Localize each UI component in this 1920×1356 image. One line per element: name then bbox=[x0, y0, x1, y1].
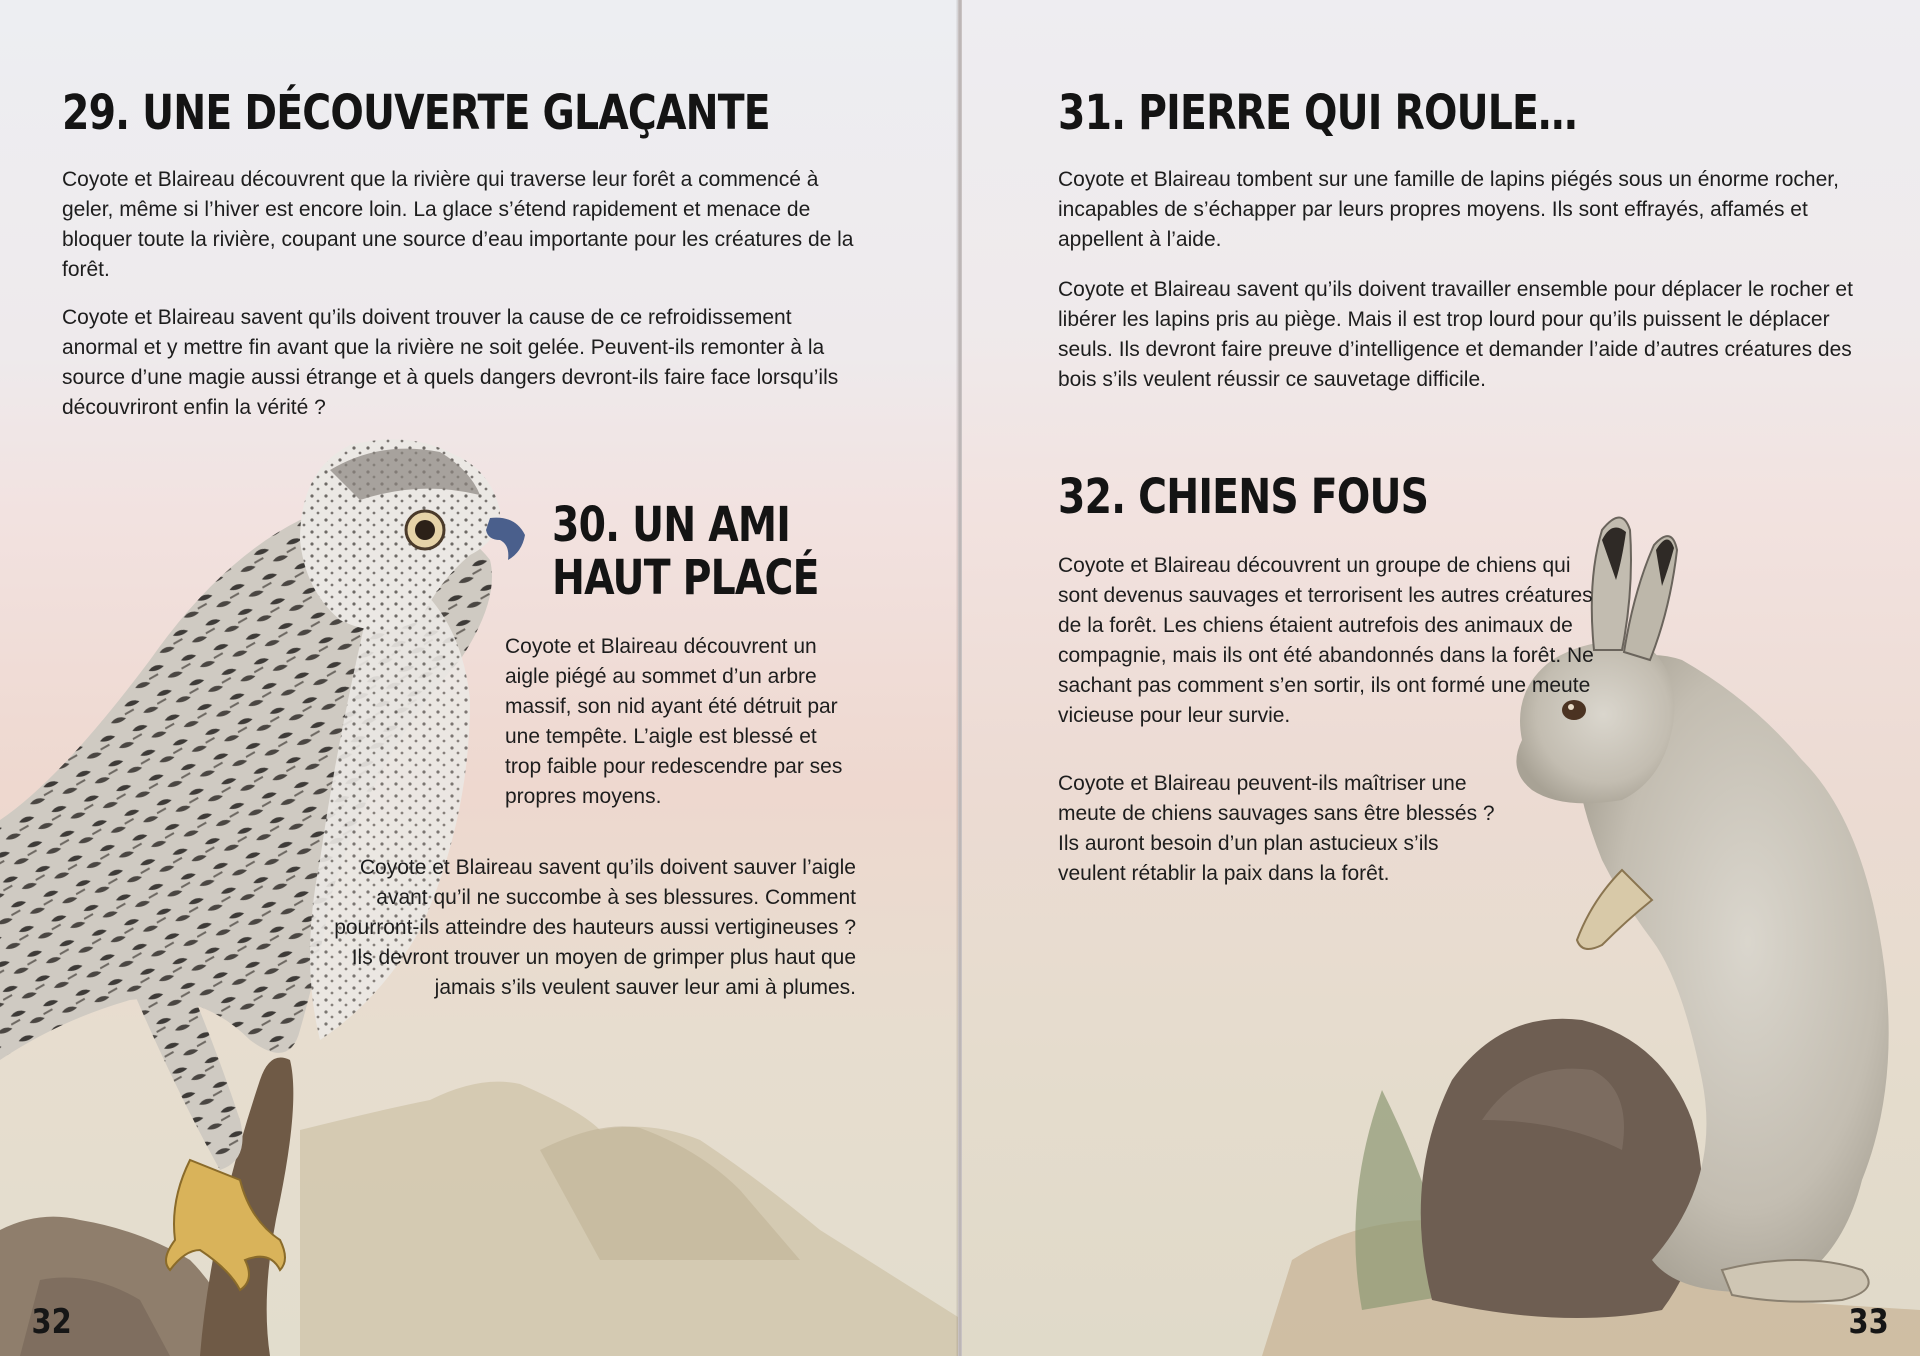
section-32-paragraph-2: Coyote et Blaireau peuvent-ils maîtriser une meute de chiens sauvages sans être blessés ? Ils auront besoin d’un plan astucieux s’ils veulent rétablir la paix dans la forêt. bbox=[1058, 772, 1495, 885]
section-30-paragraph-2: Coyote et Blaireau savent qu’ils doivent sauver l’aigle avant qu’il ne succombe à ses blessures. Comment pourront-ils atteindre des hauteurs aussi vertigineuses ? Ils devront trouver un moyen de grimper plus haut que jamais s’ils veulent sauver leur ami à plumes. bbox=[334, 856, 856, 999]
section-32-paragraph-1: Coyote et Blaireau découvrent un groupe de chiens qui sont devenus sauvages et terrorisent les autres créatures de la forêt. Les chiens étaient autrefois des animaux de compagnie, mais ils ont été abandonnés dans la forêt. Ne sachant pas comment s’en sortir, ils ont formé une meute vicieuse pour leur survie. bbox=[1058, 554, 1594, 727]
left-page bbox=[0, 0, 958, 1356]
section-30-title-line-1: 30. UN AMI bbox=[552, 497, 791, 553]
section-31-title: 31. PIERRE QUI ROULE… bbox=[1058, 85, 1577, 141]
right-page bbox=[962, 0, 1920, 1356]
section-32-title: 32. CHIENS FOUS bbox=[1058, 469, 1429, 525]
section-30-title-line-2: HAUT PLACÉ bbox=[552, 550, 819, 606]
section-31-paragraph-2: Coyote et Blaireau savent qu’ils doivent travailler ensemble pour déplacer le rocher et libérer les lapins pris au piège. Mais il est trop lourd pour qu’ils puissent le déplacer seuls. Ils devront faire preuve d’intelligence et demander l’aide d’autres créatures des bois s’ils veulent réussir ce sauvetage difficile. bbox=[1058, 278, 1853, 391]
page-number-right: 33 bbox=[1848, 1302, 1889, 1342]
section-29-paragraph-1: Coyote et Blaireau découvrent que la rivière qui traverse leur forêt a commencé à geler, même si l’hiver est encore loin. La glace s’étend rapidement et menace de bloquer toute la rivière, coupant une source d’eau importante pour les créatures de la forêt. bbox=[62, 168, 854, 281]
section-29-paragraph-2: Coyote et Blaireau savent qu’ils doivent trouver la cause de ce refroidissement anormal et y mettre fin avant que la rivière ne soit gelée. Peuvent-ils remonter à la source d’une magie aussi étrange et à quels dangers devront-ils faire face lorsqu’ils découvriront enfin la vérité ? bbox=[62, 306, 839, 419]
section-30-paragraph-1: Coyote et Blaireau découvrent un aigle piégé au sommet d’un arbre massif, son nid ayant été détruit par une tempête. L’aigle est blessé et trop faible pour redescendre par ses propres moyens. bbox=[505, 635, 843, 808]
section-31-paragraph-1: Coyote et Blaireau tombent sur une famille de lapins piégés sous un énorme rocher, incapables de s’échapper par leurs propres moyens. Ils sont effrayés, affamés et appellent à l’aide. bbox=[1058, 168, 1839, 251]
page-number-left: 32 bbox=[31, 1302, 72, 1342]
section-29-title: 29. UNE DÉCOUVERTE GLAÇANTE bbox=[62, 85, 770, 141]
